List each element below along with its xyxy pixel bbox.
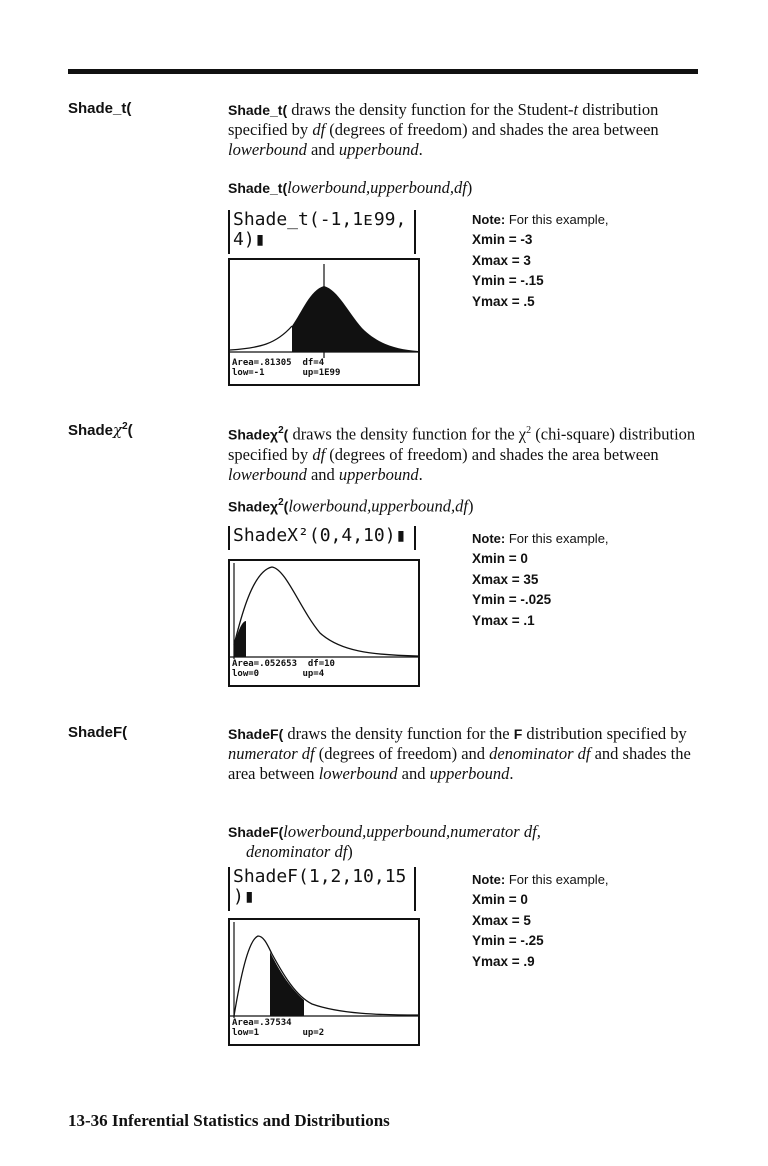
density-curve <box>234 936 418 1016</box>
calculator-home-screen: Shade_t(-1,1ᴇ99, 4)▮ <box>228 210 416 254</box>
shaded-area <box>292 286 418 352</box>
description: ShadeF( draws the density function for the F distribution specified by numerator df (degrees of freedom) and denominator df and shades the area between lowerbound and upperbound. <box>228 724 691 783</box>
bounds-readout: low=0 up=4 <box>232 669 325 679</box>
syntax: Shadeχ$^2$(lowerbound,upperbound,df) <box>228 496 474 516</box>
command-name: Shade_t( <box>68 100 132 117</box>
calculator-home-screen: ShadeΧ²(0,4,10)▮ <box>228 526 416 550</box>
window-note: Note: For this example, Xmin = 0 Xmax = 35 Ymin = -.025 Ymax = .1 <box>472 531 609 628</box>
calculator-graph-screen <box>228 559 420 687</box>
calculator-graph-screen <box>228 918 420 1046</box>
unshaded-region <box>230 326 292 352</box>
area-readout: Area=.81305 df=4 <box>232 358 325 368</box>
calculator-home-screen: ShadeF(1,2,10,15 )▮ <box>228 867 416 911</box>
window-note: Note: For this example, Xmin = -3 Xmax = 3 Ymin = -.15 Ymax = .5 <box>472 212 609 309</box>
area-readout: Area=.37534 <box>232 1018 292 1028</box>
top-rule <box>68 69 698 74</box>
bounds-readout: low=-1 up=1E99 <box>232 368 341 378</box>
calculator-graph-screen <box>228 258 420 386</box>
left-curve <box>230 326 292 350</box>
syntax: ShadeF(lowerbound,upperbound,numerator df, denominator df) <box>228 822 541 861</box>
density-curve <box>234 567 418 656</box>
shaded-area <box>270 952 304 1016</box>
area-readout: Area=.052653 df=10 <box>232 659 335 669</box>
syntax: Shade_t(lowerbound,upperbound,df) <box>228 178 473 197</box>
command-name: ShadeF( <box>68 724 128 741</box>
description: Shade_t( draws the density function for the Student-t distribution specified by df (degrees of freedom) and shades the area between lowerbound and upperbound. <box>228 100 659 159</box>
window-note: Note: For this example, Xmin = 0 Xmax = 5 Ymin = -.25 Ymax = .9 <box>472 872 609 969</box>
bounds-readout: low=1 up=2 <box>232 1028 325 1038</box>
command-name: Shadeχ$^2$( <box>68 421 133 439</box>
description: Shadeχ$^2$( draws the density function for the $\chi^2$ (chi-square) distribution specified by df (degrees of freedom) and shades the area between lowerbound and upperbound. <box>228 424 696 484</box>
page-footer: 13-36 Inferential Statistics and Distributions <box>68 1111 390 1130</box>
